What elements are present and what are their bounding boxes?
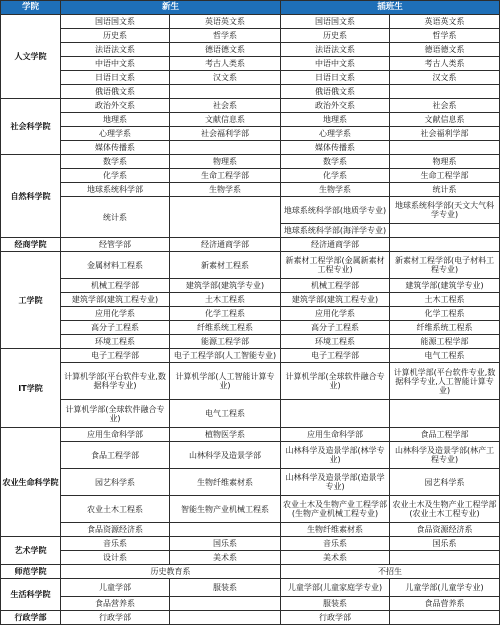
college-natural: 自然科学院 xyxy=(1,155,61,238)
cell: 生物学系 xyxy=(281,183,390,197)
cell: 中语中文系 xyxy=(61,57,170,71)
cell: 山林科学及造景学部(林学专业) xyxy=(281,442,390,469)
cell: 生物纤维素材系 xyxy=(281,523,390,537)
college-life: 生活科学院 xyxy=(1,579,61,611)
cell: 地理系 xyxy=(61,113,170,127)
cell: 俄语俄文系 xyxy=(281,85,390,99)
cell: 建筑学部(建筑工程专业) xyxy=(61,293,170,307)
cell: 社会系 xyxy=(170,99,281,113)
cell: 地球系统科学部(地质学专业) xyxy=(281,197,390,224)
cell: 生物纤维素材系 xyxy=(170,469,281,496)
cell: 食品工程学部 xyxy=(390,428,500,442)
cell: 历史系 xyxy=(61,29,170,43)
cell xyxy=(390,224,500,238)
cell: 新素材工程学部(金属新素材工程专业) xyxy=(281,252,390,279)
cell: 生物学系 xyxy=(170,183,281,197)
cell: 行政学部 xyxy=(281,611,390,625)
cell xyxy=(281,400,390,428)
cell: 新素材工程学部(电子材料工程专业) xyxy=(390,252,500,279)
cell: 心理学系 xyxy=(281,127,390,141)
cell: 能源工程学部 xyxy=(390,335,500,349)
cell: 媒体传播系 xyxy=(61,141,170,155)
cell: 汉文系 xyxy=(390,71,500,85)
cell: 电气工程系 xyxy=(170,400,281,428)
cell: 日语日文系 xyxy=(61,71,170,85)
cell: 考古人类系 xyxy=(390,57,500,71)
cell: 不招生 xyxy=(281,565,500,579)
cell: 服装系 xyxy=(170,579,281,597)
cell: 园艺科学系 xyxy=(61,469,170,496)
header-freshman: 新生 xyxy=(61,1,281,15)
college-business: 经商学院 xyxy=(1,238,61,252)
cell: 德语德文系 xyxy=(170,43,281,57)
cell: 园艺科学系 xyxy=(390,469,500,496)
cell: 土木工程系 xyxy=(170,293,281,307)
cell: 山林科学及造景学部(林产工程专业) xyxy=(390,442,500,469)
college-arts: 艺术学院 xyxy=(1,537,61,565)
cell: 山林科学及造景学部(造景学专业) xyxy=(281,469,390,496)
cell: 应用化学系 xyxy=(281,307,390,321)
cell: 电子工程学部(人工智能专业) xyxy=(170,349,281,363)
college-humanities: 人文学院 xyxy=(1,15,61,99)
cell: 建筑学部(建筑学专业) xyxy=(390,279,500,293)
cell: 社会福利学部 xyxy=(170,127,281,141)
cell: 政治外交系 xyxy=(281,99,390,113)
cell: 俄语俄文系 xyxy=(61,85,170,99)
cell: 化学系 xyxy=(61,169,170,183)
cell: 经济通商学部 xyxy=(281,238,390,252)
cell: 环境工程系 xyxy=(61,335,170,349)
cell: 英语英文系 xyxy=(390,15,500,29)
cell: 计算机学部(人工智能计算专业) xyxy=(170,363,281,400)
cell: 文献信息系 xyxy=(390,113,500,127)
cell xyxy=(390,551,500,565)
cell: 农业土木工程系 xyxy=(61,496,170,523)
cell: 物理系 xyxy=(170,155,281,169)
cell: 建筑学部(建筑学专业) xyxy=(170,279,281,293)
cell: 英语英文系 xyxy=(170,15,281,29)
cell: 食品资源经济系 xyxy=(61,523,170,537)
cell: 电子工程学部 xyxy=(61,349,170,363)
cell: 媒体传播系 xyxy=(281,141,390,155)
cell xyxy=(390,611,500,625)
cell: 纤维系统工程系 xyxy=(390,321,500,335)
cell: 食品资源经济系 xyxy=(390,523,500,537)
cell: 能源工程学部 xyxy=(170,335,281,349)
cell: 美术系 xyxy=(170,551,281,565)
cell: 机械工程学部 xyxy=(61,279,170,293)
cell: 地球系统科学部(海洋学专业) xyxy=(281,224,390,238)
cell: 汉文系 xyxy=(170,71,281,85)
cell: 电子工程学部 xyxy=(281,349,390,363)
cell: 电气工程系 xyxy=(390,349,500,363)
cell: 化学系 xyxy=(281,169,390,183)
cell: 地理系 xyxy=(281,113,390,127)
college-agri: 农业生命科学院 xyxy=(1,428,61,537)
header-transfer: 插班生 xyxy=(281,1,500,15)
cell: 心理学系 xyxy=(61,127,170,141)
cell: 应用生命科学部 xyxy=(281,428,390,442)
cell xyxy=(390,141,500,155)
cell: 植物医学系 xyxy=(170,428,281,442)
cell xyxy=(170,197,281,238)
cell: 德语德文系 xyxy=(390,43,500,57)
cell: 新素材工程系 xyxy=(170,252,281,279)
cell: 国乐系 xyxy=(170,537,281,551)
cell: 行政学部 xyxy=(61,611,170,625)
cell: 农业土木及生物产业工程学部(生物产业机械工程专业) xyxy=(281,496,390,523)
college-it: IT学院 xyxy=(1,349,61,428)
cell: 金属材料工程系 xyxy=(61,252,170,279)
cell: 中语中文系 xyxy=(281,57,390,71)
cell: 法语法文系 xyxy=(61,43,170,57)
cell: 音乐系 xyxy=(61,537,170,551)
cell xyxy=(170,523,281,537)
cell: 儿童学部(儿童家庭学专业) xyxy=(281,579,390,597)
cell: 食品营养系 xyxy=(61,597,170,611)
cell: 环境工程系 xyxy=(281,335,390,349)
cell: 高分子工程系 xyxy=(281,321,390,335)
cell: 地球系统科学部 xyxy=(61,183,170,197)
cell: 政治外交系 xyxy=(61,99,170,113)
cell: 化学工程系 xyxy=(390,307,500,321)
cell xyxy=(170,611,281,625)
cell: 数学系 xyxy=(61,155,170,169)
cell: 纤维系统工程系 xyxy=(170,321,281,335)
cell xyxy=(170,85,281,99)
cell: 数学系 xyxy=(281,155,390,169)
cell: 山林科学及造景学部 xyxy=(170,442,281,469)
cell: 统计系 xyxy=(390,183,500,197)
cell: 国乐系 xyxy=(390,537,500,551)
cell: 国语国文系 xyxy=(281,15,390,29)
college-admin: 行政学部 xyxy=(1,611,61,625)
cell: 智能生物产业机械工程系 xyxy=(170,496,281,523)
cell: 地球系统科学部(天文大气科学专业) xyxy=(390,197,500,224)
cell: 法语法文系 xyxy=(281,43,390,57)
cell: 设计系 xyxy=(61,551,170,565)
cell: 历史教育系 xyxy=(61,565,281,579)
cell: 经管学部 xyxy=(61,238,170,252)
cell: 应用生命科学部 xyxy=(61,428,170,442)
cell: 建筑学部(建筑工程专业) xyxy=(281,293,390,307)
cell: 儿童学部(儿童学专业) xyxy=(390,579,500,597)
cell: 物理系 xyxy=(390,155,500,169)
cell: 考古人类系 xyxy=(170,57,281,71)
cell: 农业土木及生物产业工程学部(农业土木工程专业) xyxy=(390,496,500,523)
cell: 计算机学部(平台软件专业,数据科学专业) xyxy=(61,363,170,400)
college-teachers: 师范学院 xyxy=(1,565,61,579)
cell xyxy=(390,400,500,428)
cell: 文献信息系 xyxy=(170,113,281,127)
cell xyxy=(390,238,500,252)
cell: 生命工程学部 xyxy=(170,169,281,183)
cell: 应用化学系 xyxy=(61,307,170,321)
cell: 经济通商学部 xyxy=(170,238,281,252)
cell: 国语国文系 xyxy=(61,15,170,29)
cell: 儿童学部 xyxy=(61,579,170,597)
cell: 社会福利学部 xyxy=(390,127,500,141)
cell: 计算机学部(平台软件专业,数据科学专业,人工智能计算专业) xyxy=(390,363,500,400)
cell: 服装系 xyxy=(281,597,390,611)
cell: 食品营养系 xyxy=(390,597,500,611)
cell: 哲学系 xyxy=(390,29,500,43)
cell: 社会系 xyxy=(390,99,500,113)
cell: 哲学系 xyxy=(170,29,281,43)
college-social: 社会科学院 xyxy=(1,99,61,155)
header-college: 学院 xyxy=(1,1,61,15)
cell: 日语日文系 xyxy=(281,71,390,85)
cell xyxy=(390,85,500,99)
cell: 高分子工程系 xyxy=(61,321,170,335)
cell: 美术系 xyxy=(281,551,390,565)
cell: 化学工程系 xyxy=(170,307,281,321)
cell: 统计系 xyxy=(61,197,170,238)
cell: 机械工程学部 xyxy=(281,279,390,293)
college-engineering: 工学院 xyxy=(1,252,61,349)
cell: 计算机学部(全球软件融合专业) xyxy=(281,363,390,400)
cell xyxy=(170,141,281,155)
cell: 食品工程学部 xyxy=(61,442,170,469)
cell: 生命工程学部 xyxy=(390,169,500,183)
cell: 音乐系 xyxy=(281,537,390,551)
cell: 土木工程系 xyxy=(390,293,500,307)
cell: 计算机学部(全球软件融合专业) xyxy=(61,400,170,428)
cell xyxy=(170,597,281,611)
cell: 历史系 xyxy=(281,29,390,43)
